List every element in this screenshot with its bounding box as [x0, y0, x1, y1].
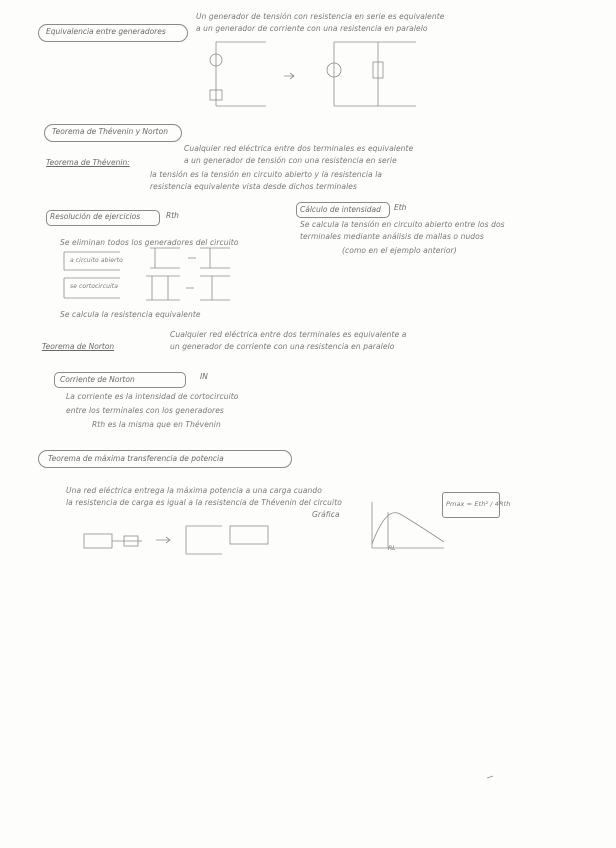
note-line: a un generador de tensión con una resistencia en serie	[184, 156, 397, 165]
note-line: Se calcula la resistencia equivalente	[60, 310, 201, 319]
note-line: La corriente es la intensidad de cortocircuito	[66, 392, 239, 401]
section-tag: IN	[200, 372, 208, 381]
graph-sketch	[360, 496, 450, 556]
note-line: Se eliminan todos los generadores del circuito	[60, 238, 239, 247]
subsection-title: Corriente de Norton	[60, 375, 135, 384]
section-tag: Rth	[166, 211, 179, 220]
note-line: (como en el ejemplo anterior)	[342, 246, 457, 255]
note-line: resistencia equivalente vista desde dichos terminales	[150, 182, 358, 191]
section-title: Teorema de Thévenin y Norton	[52, 127, 168, 136]
section-title: Cálculo de intensidad	[300, 205, 381, 214]
note-line: Rth es la misma que en Thévenin	[92, 420, 221, 429]
note-line: Cualquier red eléctrica entre dos terminales es equivalente	[184, 144, 414, 153]
note-label: Gráfica	[312, 510, 340, 519]
note-line: Un generador de tensión con resistencia en serie es equivalente	[196, 12, 445, 21]
axis-label: RL	[388, 545, 396, 552]
note-line: a un generador de corriente con una resistencia en paralelo	[196, 24, 428, 33]
section-title: Resolución de ejercicios	[50, 212, 141, 221]
stray-mark	[486, 774, 498, 782]
note-line: Cualquier red eléctrica entre dos terminales es equivalente a	[170, 330, 407, 339]
note-line: Una red eléctrica entrega la máxima potencia a una carga cuando	[66, 486, 322, 495]
note-line: la tensión es la tensión en circuito abierto y la resistencia la	[150, 170, 383, 179]
section-title: Equivalencia entre generadores	[46, 27, 166, 36]
note-label: se cortocircuita	[70, 283, 119, 290]
note-line: la resistencia de carga es igual a la resistencia de Thévenin del circuito	[66, 498, 342, 507]
subsection-title: Teorema de Thévenin:	[46, 158, 130, 167]
note-line: terminales mediante análisis de mallas o nudos	[300, 232, 484, 241]
section-title: Teorema de Norton	[42, 342, 115, 351]
note-line: Se calcula la tensión en circuito abierto entre los dos	[300, 220, 505, 229]
note-line: entre los terminales con los generadores	[66, 406, 224, 415]
section-tag: Eth	[394, 203, 407, 212]
circuit-sketch	[196, 36, 446, 112]
section-title: Teorema de máxima transferencia de potencia	[48, 454, 224, 463]
circuit-sketch	[60, 244, 240, 304]
note-label: a circuito abierto	[70, 257, 123, 264]
formula-text: Pmax = Eth² / 4Rth	[446, 500, 511, 508]
circuit-sketch	[82, 514, 282, 562]
note-line: un generador de corriente con una resistencia en paralelo	[170, 342, 395, 351]
